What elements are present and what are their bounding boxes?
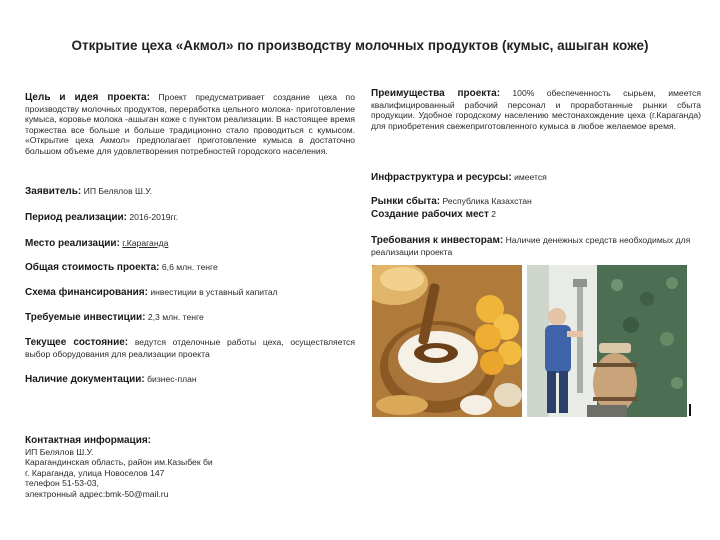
applicant-value: ИП Белялов Ш.У. bbox=[83, 186, 152, 196]
goal-text: Проект предусматривает создание цеха по производству молочных продуктов, переработка цельного молока- приготовление кумыса, коровье молока -ашыган коже с пунктом реализации. В настоящее время торжества все больше и больше традиционно стало проводиться с кумысом. «Открытие цеха Акмол» предполагает приготовление кумыса в достаточно большом объеме для удовлетворения потребностей городского населения. bbox=[25, 92, 355, 156]
requirements-section bbox=[371, 235, 701, 257]
place-value: г.Караганда bbox=[122, 238, 169, 248]
docs-section bbox=[25, 374, 355, 386]
status-label: Текущее состояние: bbox=[25, 337, 129, 348]
infra-value: имеется bbox=[514, 172, 547, 182]
applicant-section bbox=[25, 186, 355, 198]
investment-value: 2,3 млн. тенге bbox=[147, 312, 204, 322]
contact-section bbox=[25, 436, 355, 500]
contact-email[interactable]: электронный адрес:bmk-50@mail.ru bbox=[25, 488, 169, 499]
docs-label: Наличие документации: bbox=[25, 374, 145, 385]
status-section bbox=[25, 337, 355, 359]
jobs-value: 2 bbox=[491, 209, 497, 219]
infra-label: Инфраструктура и ресурсы: bbox=[371, 172, 512, 183]
contact-title: Контактная информация: bbox=[25, 435, 152, 446]
contact-line: Карагандинская область, район им.Казыбек би bbox=[25, 457, 213, 468]
investment-label: Требуемые инвестиции: bbox=[25, 312, 146, 323]
page-marker bbox=[689, 404, 691, 416]
applicant-label: Заявитель: bbox=[25, 186, 82, 197]
markets-value: Республика Казахстан bbox=[442, 196, 532, 206]
contact-line: ИП Белялов Ш.У. bbox=[25, 446, 94, 457]
advantages-section bbox=[371, 88, 701, 131]
workshop-illustration bbox=[527, 265, 687, 417]
cost-section bbox=[25, 262, 355, 274]
contact-line: телефон 51-53-03, bbox=[25, 478, 99, 489]
cost-label: Общая стоимость проекта: bbox=[25, 262, 160, 273]
scheme-label: Схема финансирования: bbox=[25, 287, 148, 298]
markets-label: Рынки сбыта: bbox=[371, 196, 441, 207]
dairy-products-illustration bbox=[372, 265, 522, 417]
period-section bbox=[25, 212, 355, 224]
advantages-label: Преимущества проекта: bbox=[371, 88, 501, 99]
place-label: Место реализации: bbox=[25, 238, 120, 249]
jobs-label: Создание рабочих мест bbox=[371, 209, 489, 220]
scheme-section bbox=[25, 287, 355, 299]
scheme-value: инвестиции в уставный капитал bbox=[150, 287, 278, 297]
goal-label: Цель и идея проекта: bbox=[25, 92, 150, 103]
jobs-section bbox=[371, 209, 701, 221]
contact-line: г. Караганда, улица Новоселов 147 bbox=[25, 467, 165, 478]
investment-section bbox=[25, 312, 355, 324]
advantages-text: 100% обеспеченность сырьем, имеется квалифицированный рабочий персонал и проработанные рынки сбыта продукции. Удобное городскому населению местонахождение цеха (г.Караганда) для приобретения свежеприготовленного кумыса в любое желаемое время. bbox=[371, 88, 701, 131]
place-section bbox=[25, 238, 355, 250]
workshop-photo bbox=[527, 265, 687, 417]
goal-section bbox=[25, 92, 355, 157]
period-value: 2016-2019гг. bbox=[129, 212, 179, 222]
cost-value: 6,6 млн. тенге bbox=[161, 262, 218, 272]
infra-section bbox=[371, 172, 701, 184]
docs-value: бизнес-план bbox=[147, 374, 197, 384]
page-title: Открытие цеха «Акмол» по производству молочных продуктов (кумыс, ашыган коже) bbox=[71, 38, 649, 53]
markets-section bbox=[371, 196, 701, 208]
requirements-value: Наличие денежных средств необходимых для реализации проекта bbox=[371, 235, 691, 257]
requirements-label: Требования к инвесторам: bbox=[371, 235, 504, 246]
dairy-products-photo bbox=[372, 265, 522, 417]
status-value: ведутся отделочные работы цеха, осуществляется выбор оборудования для реализации проекта bbox=[25, 337, 355, 359]
period-label: Период реализации: bbox=[25, 212, 128, 223]
